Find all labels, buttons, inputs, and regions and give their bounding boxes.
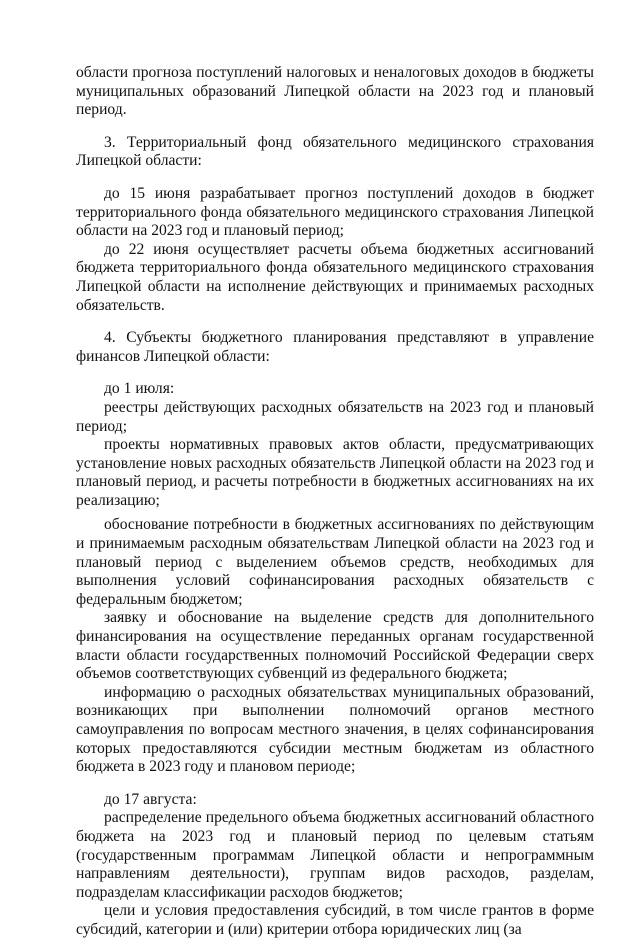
paragraph-deadline-august-17: до 17 августа:: [104, 790, 197, 808]
paragraph-deadline-july-1: до 1 июля:: [104, 380, 175, 398]
paragraph-june-22: до 22 июня осуществляет расчеты объема бюджетных ассигнований бюджета территориального фонда обязательного медицинского страхования Липецкой области на исполнение действующих и принимаемых расходных обязательств.: [76, 240, 594, 314]
paragraph-distribution: распределение предельного объема бюджетных ассигнований областного бюджета на 2023 год и плановый период по целевым статьям (государственным программам Липецкой области и непрограммным направлениям деятельности), группам видов расходов, разделам, подразделам классификации расходов бюджетов;: [76, 809, 594, 901]
paragraph-forecast-continuation: области прогноза поступлений налоговых и неналоговых доходов в бюджеты муниципальных образований Липецкой области на 2023 год и плановый период.: [76, 64, 594, 119]
paragraph-registries: реестры действующих расходных обязательств на 2023 год и плановый период;: [76, 398, 594, 435]
paragraph-item-4-heading: 4. Субъекты бюджетного планирования представляют в управление финансов Липецкой области:: [76, 329, 594, 365]
paragraph-justification: обоснование потребности в бюджетных ассигнованиях по действующим и принимаемым расходным обязательствам Липецкой области на 2023 год и плановый период с выделением объемов средств, необходимых для выполнения условий софинансирования расходных обязательств с федеральным бюджетом;: [76, 516, 594, 608]
paragraph-municipal-info: информацию о расходных обязательствах муниципальных образований, возникающих при выполнении полномочий органов местного самоуправления по вопросам местного значения, в целях софинансирования которых предоставляются субсидии местным бюджетам из областного бюджета в 2023 году и плановом периоде;: [76, 683, 594, 776]
paragraph-subsidy-goals: цели и условия предоставления субсидий, в том числе грантов в форме субсидий, категории и (или) критерии отбора юридических лиц (за: [76, 902, 594, 938]
paragraph-item-3-heading: 3. Территориальный фонд обязательного медицинского страхования Липецкой области:: [76, 133, 594, 170]
paragraph-application: заявку и обоснование на выделение средств для дополнительного финансирования на осуществление переданных органам государственной власти области государственных полномочий Российской Федерации сверх объемов соответствующих субвенций из федерального бюджета;: [76, 609, 594, 683]
paragraph-draft-acts: проекты нормативных правовых актов области, предусматривающих установление новых расходных обязательств Липецкой области на 2023 год и плановый период, и расчеты потребности в бюджетных ассигнованиях на их реализацию;: [76, 436, 594, 509]
paragraph-june-15: до 15 июня разрабатывает прогноз поступлений доходов в бюджет территориального фонда обязательного медицинского страхования Липецкой области на 2023 год и плановый период;: [76, 184, 594, 240]
